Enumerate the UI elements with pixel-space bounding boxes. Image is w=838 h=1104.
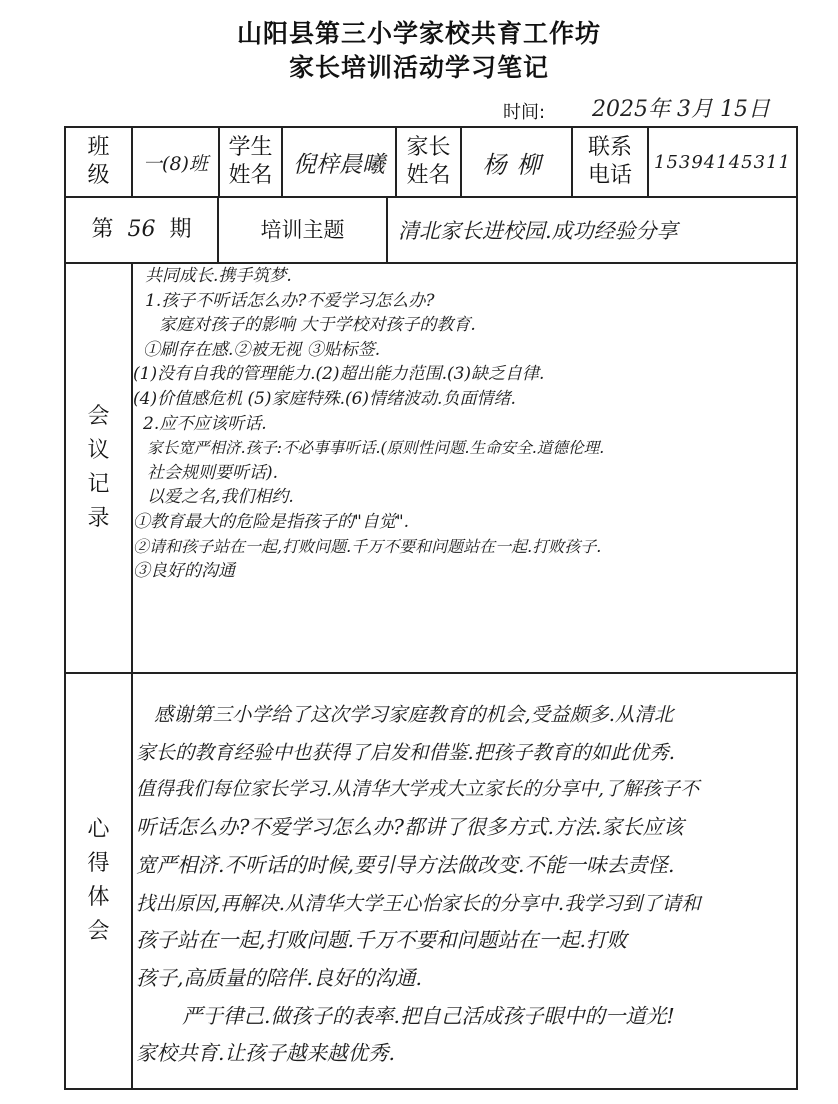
reflection-line: 值得我们每位家长学习.从清华大学戎大立家长的分享中,了解孩子不	[136, 778, 700, 801]
note-line: ①教育最大的危险是指孩子的"自觉".	[133, 511, 410, 532]
student-name-value: 倪梓晨曦	[293, 151, 385, 178]
class-label: 班级	[87, 135, 110, 188]
note-line: 家庭对孩子的影响 大于学校对孩子的教育.	[159, 315, 476, 336]
note-line: ②请和孩子站在一起,打败问题.千万不要和问题站在一起.打败孩子.	[133, 536, 602, 556]
note-line: ③良好的沟通	[133, 561, 235, 582]
topic-label: 培训主题	[260, 218, 345, 242]
parent-label: 家长姓名	[406, 135, 451, 188]
reflection-line: 孩子,高质量的陪伴.良好的沟通.	[136, 965, 423, 990]
reflection-line: 严于律己.做孩子的表率.把自己活成孩子眼中的一道光!	[182, 1003, 675, 1028]
meeting-notes	[133, 264, 798, 584]
issue-number	[66, 198, 217, 262]
note-line: 1.孩子不听话怎么办?不爱学习怎么办?	[145, 290, 435, 311]
note-line: 以爱之名,我们相约.	[147, 487, 294, 508]
reflection-line: 孩子站在一起,打败问题.千万不要和问题站在一起.打败	[136, 928, 628, 953]
parent-name-value: 杨柳	[482, 150, 551, 179]
note-line: 社会规则要听话).	[147, 462, 279, 483]
note-line: 2.应不应该听话.	[143, 413, 267, 434]
document-subtitle: 家长培训活动学习笔记	[288, 53, 549, 82]
note-line: (1)没有自我的管理能力.(2)超出能力范围.(3)缺乏自律.	[133, 364, 545, 385]
note-line: (4)价值感危机 (5)家庭特殊.(6)情绪波动.负面情绪.	[133, 388, 516, 409]
issue-prefix: 第	[91, 217, 114, 242]
reflection-label: 心得体会	[87, 817, 110, 944]
reflection-line: 家长的教育经验中也获得了启发和借鉴.把孩子教育的如此优秀.	[136, 740, 675, 764]
phone-value: 15394145311	[654, 151, 791, 173]
student-label: 学生姓名	[228, 135, 273, 188]
date-value: 2025年 3月 15日	[592, 97, 770, 122]
date-label: 时间:	[503, 102, 546, 123]
issue-suffix: 期	[169, 217, 192, 242]
note-line: ①刷存在感.②被无视 ③贴标签.	[143, 339, 381, 360]
document-title: 山阳县第三小学家校共育工作坊	[236, 19, 601, 48]
class-value: 一(8)班	[143, 152, 208, 175]
issue-number-value: 56	[127, 217, 156, 242]
meeting-notes-label: 会议记录	[87, 404, 110, 531]
reflection-text	[136, 696, 798, 1073]
topic-value: 清北家长进校园.成功经验分享	[398, 219, 678, 243]
reflection-line: 家校共育.让孩子越来越优秀.	[136, 1041, 396, 1066]
note-line: 共同成长.携手筑梦.	[145, 266, 292, 286]
reflection-line: 找出原因,再解决.从清华大学王心怡家长的分享中.我学习到了请和	[136, 891, 701, 915]
note-line: 家长宽严相济.孩子:不必事事听话.(原则性问题.生命安全.道德伦理.	[147, 439, 605, 458]
reflection-line: 听话怎么办?不爱学习怎么办?都讲了很多方式.方法.家长应该	[136, 815, 684, 840]
reflection-line: 感谢第三小学给了这次学习家庭教育的机会,受益颇多.从清北	[154, 703, 674, 726]
row-divider	[64, 672, 798, 674]
reflection-line: 宽严相济.不听话的时候,要引导方法做改变.不能一味去责怪.	[136, 852, 675, 877]
phone-label: 联系电话	[587, 135, 632, 188]
